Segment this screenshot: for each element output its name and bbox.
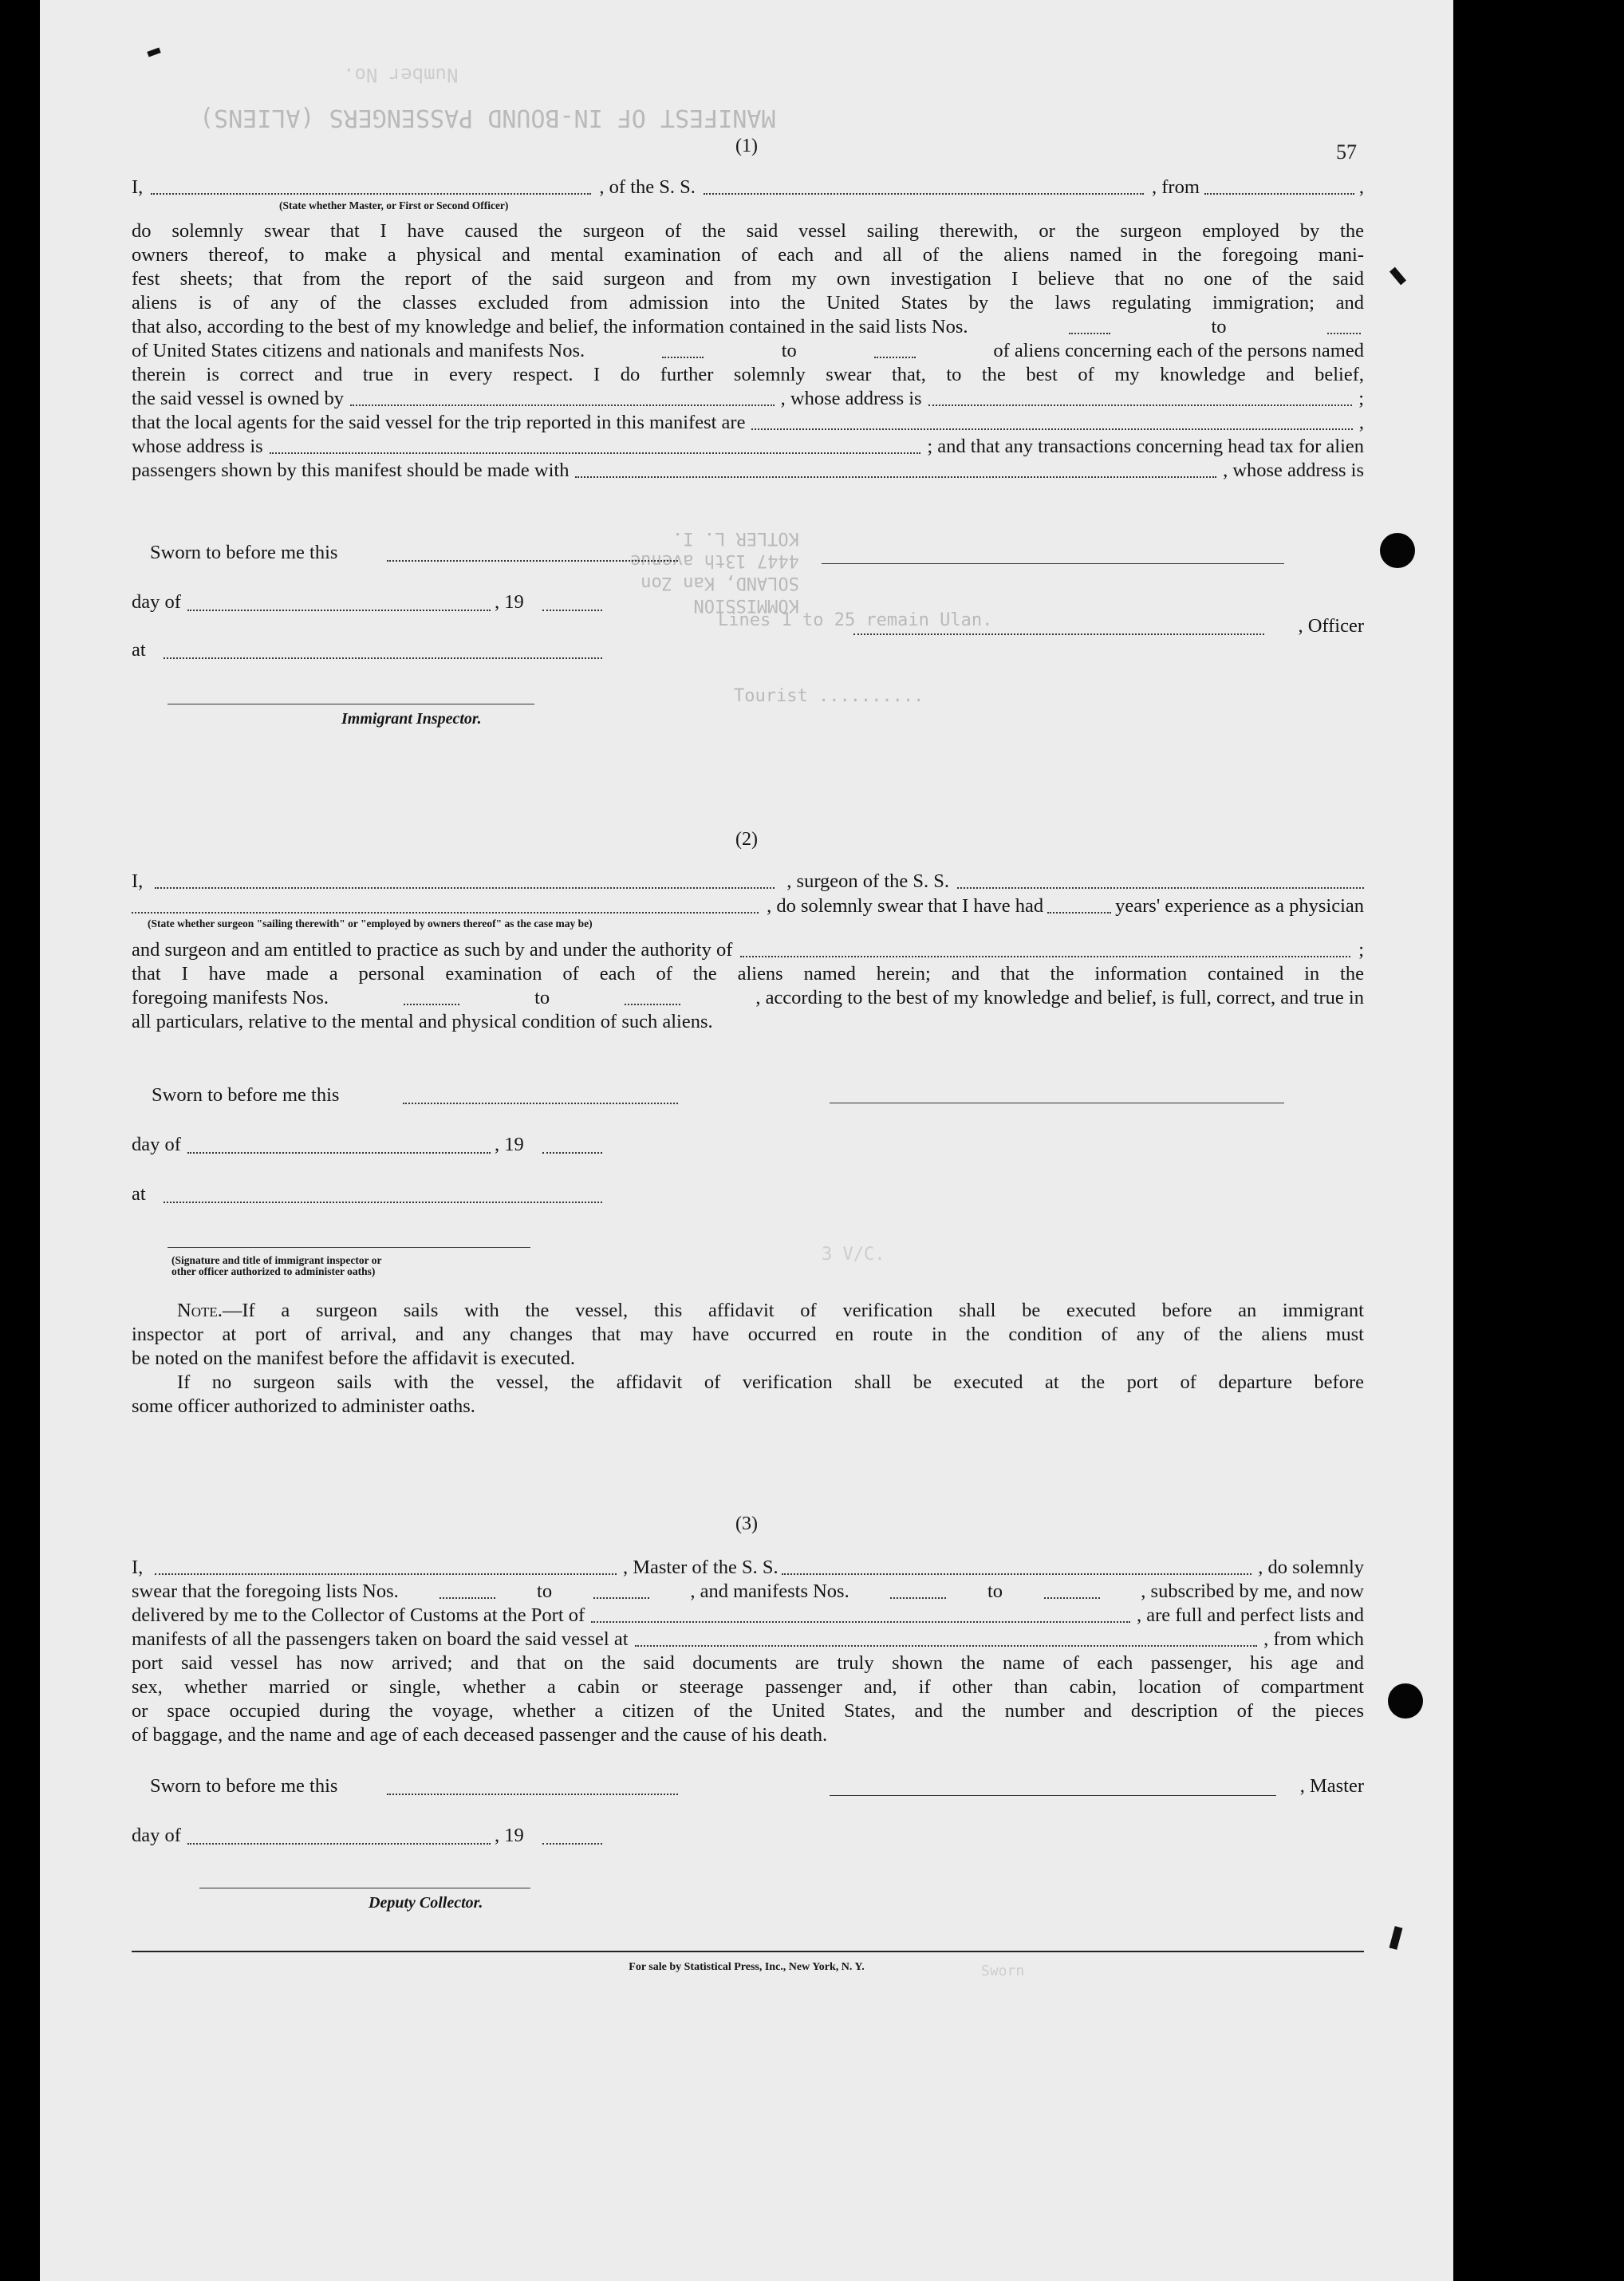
punch-hole <box>1380 533 1415 568</box>
s3-line-7: or space occupied during the voyage, whether a citizen of the United States, and the number and description of the pieces <box>132 1700 1364 1722</box>
s1-line-2: do solemnly swear that I have caused the surgeon of the said vessel sailing therewith, or the surgeon employed by the <box>132 220 1364 242</box>
sig-note-1: (Signature and title of immigrant inspector or <box>171 1254 382 1266</box>
sig-note-2: other officer authorized to administer oaths) <box>171 1265 376 1277</box>
s3-line-5: port said vessel has now arrived; and that on the said documents are truly shown the name of each passenger, his age and <box>132 1652 1364 1674</box>
s3-line-3: delivered by me to the Collector of Customs at the Port of , are full and perfect lists and <box>132 1604 1364 1626</box>
publisher-footer: For sale by Statistical Press, Inc., New York, N. Y. <box>629 1961 865 1973</box>
show-through-header: MANIFEST OF IN-BOUND PASSENGERS (ALIENS) <box>199 104 776 132</box>
s3-line-8: of baggage, and the name and age of each deceased passenger and the cause of his death. <box>132 1724 828 1746</box>
master-note: (State whether Master, or First or Second Officer) <box>279 199 509 211</box>
note2-line-2: some officer authorized to administer oaths. <box>132 1395 475 1417</box>
s2-line-6: all particulars, relative to the mental and physical condition of such aliens. <box>132 1011 713 1032</box>
section-2-number: (2) <box>735 829 758 850</box>
s2-sworn: Sworn to before me this <box>152 1083 598 1107</box>
s2-line-2: , do solemnly swear that I have had years' experience as a physician <box>132 894 1364 918</box>
note2-line-1: If no surgeon sails with the vessel, the affidavit of verification shall be executed at the port of departure before <box>177 1371 1364 1393</box>
s3-line-1: I, , Master of the S. S. , do solemnly <box>132 1557 1365 1578</box>
s3-line-6: sex, whether married or single, whether a cabin or steerage passenger and, if other than cabin, location of compartment <box>132 1676 1364 1698</box>
s1-line-6: that also, according to the best of my knowledge and belief, the information contained in the said lists Nos. to <box>132 315 1364 339</box>
collector-caption: Deputy Collector. <box>369 1894 483 1912</box>
s1-officer: , Officer <box>853 614 1364 638</box>
note-line-3: be noted on the manifest before the affidavit is executed. <box>132 1348 576 1369</box>
s2-line-4: that I have made a personal examination of each of the aliens named herein; and that the information contained in the <box>132 963 1364 985</box>
corner-mark <box>147 47 160 57</box>
s2-inspector-line <box>168 1247 530 1248</box>
s1-line-4: fest sheets; that from the report of the said surgeon and from my own investigation I believe that no one of the said <box>132 268 1364 290</box>
s1-line-9: the said vessel is owned by , whose address is ; <box>132 388 1365 409</box>
surgeon-note: (State whether surgeon "sailing therewith" or "employed by owners thereof" as the case may be) <box>148 918 593 929</box>
s1-day-of: day of , 19 <box>132 590 578 614</box>
inspector-caption: Immigrant Inspector. <box>341 710 482 728</box>
s1-at: at <box>132 638 578 662</box>
manifest-page: MANIFEST OF IN-BOUND PASSENGERS (ALIENS) Number No. KOMMISSION SOLAND, Kan Zon 4447 13th avenue KOTLER L. I. Lines 1 to 25 remain Ulan. Tourist .......... 3 V/C. Sworn (1) I, , of the S. S. , from , (State whether Master, or First or Second Officer) do solemnly swear that I have caused the surgeon of the said vessel sailing therewith, or the surgeon employed by the owners thereof, to make a physical and mental examination of each and all of the aliens named in the foregoing mani- fest sheets; that from the report of the said surgeon and from my own investigation I believe that no one of the said aliens is of any of the classes excluded from admission into the United States by the laws regulating immigration; and that also, according to the best of my knowledge and belief, the information contained in the said lists Nos. to of United States citizens and nationals and manifests Nos. to of aliens concerning each of the persons named therein is correct and true in every respect. I do further solemnly swear that, to the best of my knowledge and belief, the said vessel is owned by , whose address is ; that the local agents for the said vessel for the trip reported in this manifest are , whose address is ; and that any transactions concerning head tax for alien passengers shown by this manifest should be made with , whose address is Sworn to before me this day of , 19 at , Officer Immigrant Inspector. (2) I, , surgeon of the S. S. , do solemnly swear that I have had years' experience as a physician (State whether surgeon "sailing therewith" or "employed by owners thereof" as the case may be) and surgeon and am entitled to practice as such by and under the authority of ; that I have made a personal examination of each of the aliens named herein; and that the information contained in the foregoing manifests Nos. to , according to the best of my knowledge and belief, is full, correct, and true in all particulars, relative to the mental and physical condition of such aliens. Sworn to before me this day of , 19 at (Signature and title of immigrant inspector or other officer authorized to administer oaths) Note. —If a surgeon sails with the vessel, this affidavit of verification shall be executed before an immigrant inspector at port of arrival, and any changes that may have occurred en route in the condition of any of the aliens must be noted on the manifest before the affidavit is executed. If no surgeon sails with the vessel, the affidavit of verification shall be executed at the port of departure before some officer authorized to administer oaths. (3) I, , Master of the S. S. , do solemnly swear that the foregoing lists Nos. to , and manifests Nos. to , subscribed by me, and now delivered by me to the Collector of Customs at the Port of , are full and perfect lists and manifests of all the passengers taken on board the said vessel at , from which port said vessel has now arrived; and that on the said documents are truly shown the name of each passenger, his age and sex, whether married or single, whether a cabin or steerage passenger and, if other than cabin, location of compartment or space occupied during the voyage, whether a citizen of the United States, and the number and description of the pieces of baggage, and the name and age of each deceased passenger and the cause of his death. Sworn to before me this , Master day of , 19 Deputy Collector. For sale by Statistical Press, Inc., New York, N. Y. <box>40 0 1453 2281</box>
s2-day-of: day of , 19 <box>132 1133 578 1157</box>
s1-sworn: Sworn to before me this <box>150 541 597 565</box>
s1-line-3: owners thereof, to make a physical and mental examination of each and all of the aliens named in the foregoing mani- <box>132 244 1364 266</box>
s2-at: at <box>132 1182 578 1206</box>
s1-line-12: passengers shown by this manifest should be made with , whose address is <box>132 460 1364 481</box>
s2-line-5: foregoing manifests Nos. to , according to the best of my knowledge and belief, is full, correct, and true in <box>132 987 1364 1008</box>
s2-line-3: and surgeon and am entitled to practice as such by and under the authority of ; <box>132 939 1364 961</box>
s3-master: , Master <box>830 1774 1364 1798</box>
s1-line-10: that the local agents for the said vessel for the trip reported in this manifest are , <box>132 412 1364 433</box>
note-line-2: inspector at port of arrival, and any changes that may have occurred en route in the condition of any of the aliens must <box>132 1324 1364 1345</box>
s3-day-of: day of , 19 <box>132 1824 578 1848</box>
corner-number: 57 <box>1336 140 1357 164</box>
s3-line-2: swear that the foregoing lists Nos. to , and manifests Nos. to , subscribed by me, and now <box>132 1581 1364 1602</box>
s1-line-7: of United States citizens and nationals and manifests Nos. to of aliens concerning each of the persons named <box>132 340 1364 361</box>
s1-line-5: aliens is of any of the classes excluded from admission into the United States by the laws regulating immigration; and <box>132 292 1364 314</box>
s3-line-4: manifests of all the passengers taken on board the said vessel at , from which <box>132 1628 1364 1650</box>
note-line-1: Note. —If a surgeon sails with the vessel, this affidavit of verification shall be executed before an immigrant <box>177 1300 1364 1321</box>
s1-line-8: therein is correct and true in every respect. I do further solemnly swear that, to the best of my knowledge and belief, <box>132 364 1364 385</box>
section-3-number: (3) <box>735 1513 758 1534</box>
s1-signature-line <box>822 563 1284 564</box>
s1-line-11: whose address is ; and that any transactions concerning head tax for alien <box>132 436 1364 457</box>
punch-hole <box>1388 1683 1423 1719</box>
s2-line-1: I, , surgeon of the S. S. <box>132 870 1364 894</box>
section-1-number: (1) <box>735 136 758 156</box>
footer-rule <box>132 1951 1364 1952</box>
s3-sworn: Sworn to before me this <box>150 1774 597 1798</box>
s1-line-1: I, , of the S. S. , from , <box>132 176 1365 198</box>
